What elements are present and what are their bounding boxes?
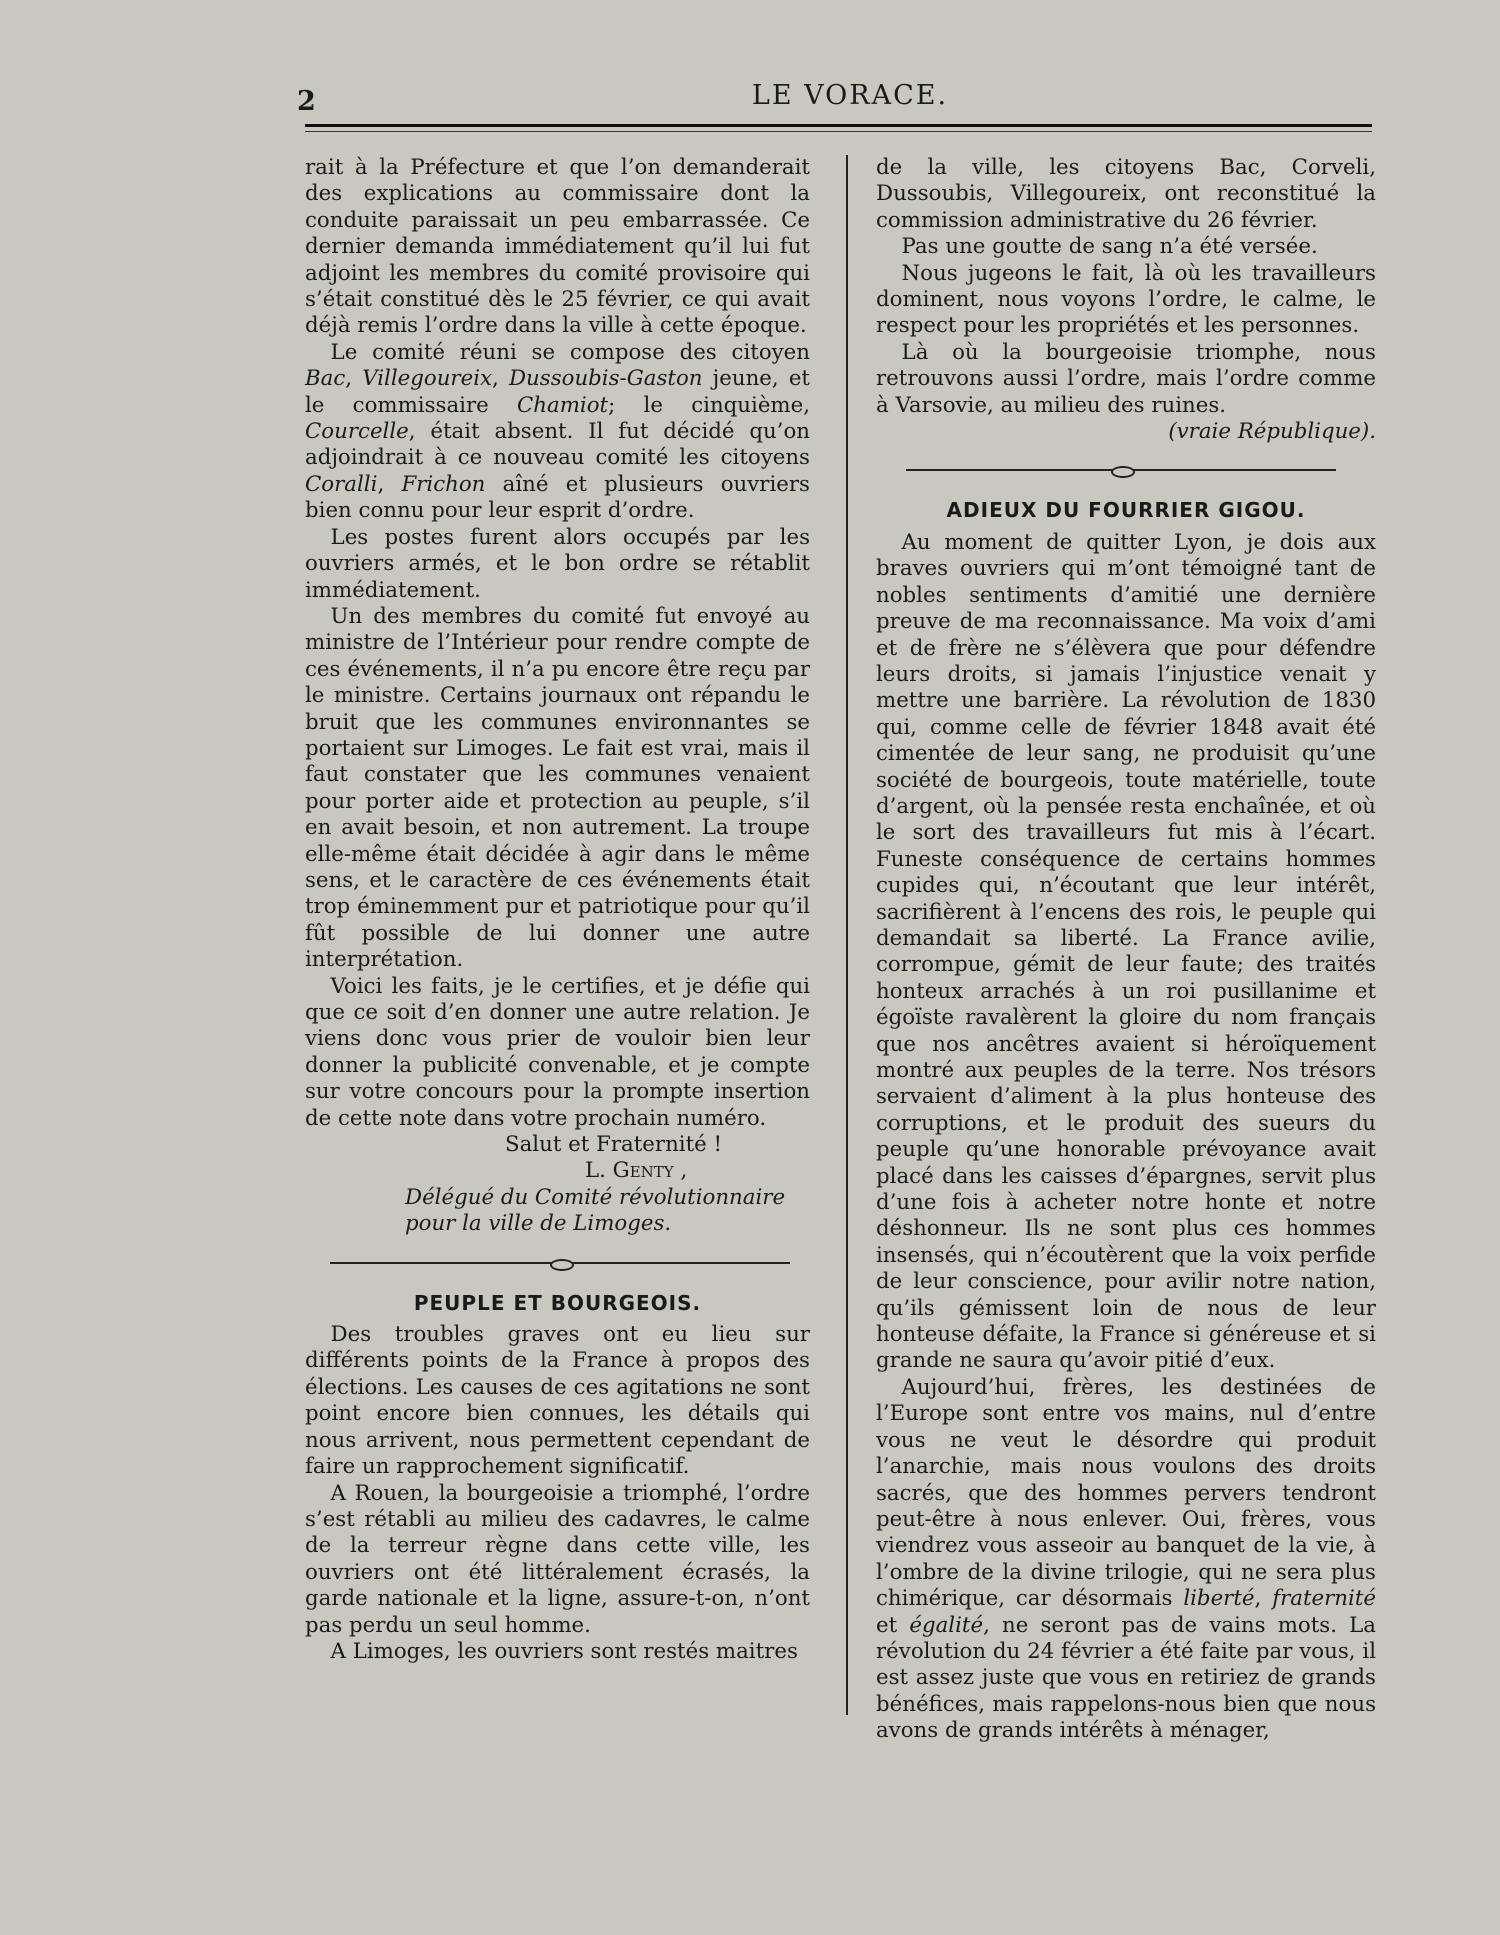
text-run: et [876,1612,910,1638]
name-coralli: Coralli [305,471,378,497]
left-column [305,155,810,1665]
section-separator [906,469,1336,471]
separator-ornament [1111,466,1135,478]
heading-peuple-et-bourgeois: PEUPLE ET BOURGEOIS. [413,1290,702,1315]
right-paragraph-2: Pas une goutte de sang n’a été versée. [901,234,1318,260]
right-paragraph-6 [876,1375,1376,1745]
header-rule [305,124,1372,127]
text-run: , [1254,1586,1273,1612]
name-courcelle: Courcelle [305,419,409,445]
right-paragraph-5: Au moment de quitter Lyon, je dois aux braves ouvriers qui m’ont témoigné tant de nobles sentiments d’amitié une dernière preuve de ma reconnaissance. Ma voix d’ami et de frère ne s’élèvera que pour défendre leurs droits, si jamais l’injustice venait y mettre une barrière. La révolution de 1830 qui, comme celle de février 1848 avait été cimentée de leur sang, ne produisit qu’une société de bourgeois, toute matérielle, toute d’argent, où la pensée resta enchaînée, et où le sort des travailleurs fut mis à l’écart. Funeste conséquence de certains hommes cupides qui, n’écoutant que leur intérêt, sacrifièrent à l’encens des rois, le peuple qui demandait sa liberté. La France avilie, corrompue, gémit de leur faute; des traités honteux arrachés à un roi pusillanime et égoïste ravalèrent la gloire du nom français que nos ancêtres avaient si héroïquement montré aux peuples de la terre. Nos trésors servaient d’aliment à la plus honteuse des corruptions, et le produit des sueurs du peuple qu’une honorable prévoyance avait placé dans les caisses d’épargnes, servit plus d’une fois à acheter notre honte et notre déshonneur. Ils ne sont plus ces hommes insensés, qui n’écoutèrent que la voix perfide de leur conscience, pour avilir notre nation, qu’ils gémissent loin de nous de leur honteuse défaite, la France si généreuse et si grande ne saura qu’avoir pitié d’eux. [876,529,1376,1374]
name-villegoureix: Villegoureix [362,366,493,392]
text-run: , [492,366,509,392]
right-paragraph-1: de la ville, les citoyens Bac, Corveli, Dussoubis, Villegoureix, ont reconstitué la commission administrative du 26 février. [876,155,1376,233]
signature-role-line-2: pour la ville de Limoges. [405,1211,672,1237]
page-number: 2 [297,86,316,117]
text-run: , était absent. Il fut décidé qu’on adjoindrait à ce nouveau comité les citoyens [305,419,810,471]
signature-name: L. Genty , [585,1158,688,1184]
text-run: Le comité réuni se compose des citoyen [330,339,810,365]
name-dussoubis: Dussoubis-Gaston [508,366,703,392]
right-paragraph-4: Là où la bourgeoisie triomphe, nous retrouvons aussi l’ordre, mais l’ordre comme à Varsovie, au milieu des ruines. [876,339,1376,418]
text-run: , [345,366,363,392]
word-liberte: liberté [1183,1586,1255,1612]
name-bac: Bac [305,366,346,392]
header-rule-thin [305,131,1372,132]
text-run: aîné et plusieurs ouvriers bien connu pour leur esprit d’ordre. [305,471,810,524]
source-attribution: (vraie République). [1168,419,1376,445]
heading-adieux-du-fourrier-gigou: ADIEUX DU FOURRIER GIGOU. [946,498,1306,523]
left-paragraph-8: A Limoges, les ouvriers sont restés maitres [330,1638,798,1664]
left-paragraph-1: rait à la Préfecture et que l’on demanderait des explications au commissaire dont la conduite paraissait un peu embarrassée. Ce dernier demanda immédiatement qu’il lui fut adjoint les membres du comité provisoire qui s’était constitué dès le 25 février, ce qui avait déjà remis l’ordre dans la ville à cette époque. [305,155,810,339]
left-paragraph-2 [305,340,810,525]
word-fraternite: fraternité [1272,1586,1376,1612]
right-paragraph-3: Nous jugeons le fait, là où les travailleurs dominent, nous voyons l’ordre, le calme, le respect pour les propriétés et les personnes. [876,260,1376,339]
left-paragraph-3: Les postes furent alors occupés par les ouvriers armés, et le bon ordre se rétablit immédiatement. [305,524,810,603]
separator-ornament [550,1259,574,1271]
left-paragraph-7: A Rouen, la bourgeoisie a triomphé, l’ordre s’est rétabli au milieu des cadavres, le calme de la terreur règne dans cette ville, les ouvriers ont été littéralement écrasés, la garde nationale et la ligne, assure-t-on, n’ont pas perdu un seul homme. [305,1480,810,1638]
text-run: , [377,471,402,497]
text-run: Aujourd’hui, frères, les destinées de l’Europe sont entre vos mains, nul d’entre vous ne veut le désordre qui produit l’anarchie, mais nous voulons des droits sacrés, que des hommes pervers tendront peut-être à nous enlever. Oui, frères, vous viendrez vous asseoir au banquet de la vie, à l’ombre de la divine trilogie, qui ne sera plus chimérique, car désormais [876,1374,1376,1612]
section-separator [330,1262,790,1264]
text-run: ; le cinquième, [608,392,810,418]
signature-role-line-1: Délégué du Comité révolutionnaire [405,1184,786,1210]
word-egalite: égalité [909,1612,984,1638]
text-run: , ne seront pas de vains mots. La révolution du 24 février a été faite par vous, il est assez juste que vous en retiriez de grands bénéfices, mais rappelons-nous bien que nous avons de grands intérêts à ménager, [876,1612,1376,1744]
masthead-title: LE VORACE. [751,80,949,111]
left-paragraph-4: Un des membres du comité fut envoyé au ministre de l’Intérieur pour rendre compte de ces événements, il n’a pu encore être reçu par le ministre. Certains journaux ont répandu le bruit que les communes environnantes se portaient sur Limoges. Le fait est vrai, mais il faut constater que les communes venaient pour porter aide et protection au peuple, s’il en avait besoin, et non autrement. La troupe elle-même était décidée à agir dans le même sens, et le caractère de ces événements était trop éminemment pur et patriotique pour qu’il fût possible de lui donner une autre interprétation. [305,603,810,973]
left-paragraph-5: Voici les faits, je le certifies, et je défie qui que ce soit d’en donner une autre relation. Je viens donc vous prier de vouloir bien leur donner la publicité convenable, et je compte sur votre concours pour la prompte insertion de cette note dans votre prochain numéro. [305,973,810,1131]
column-divider [846,155,848,1715]
name-chamiot: Chamiot [517,392,609,418]
signature-salut: Salut et Fraternité ! [505,1132,723,1158]
text-run: jeune, et le commissaire [305,366,810,418]
name-frichon: Frichon [401,471,486,497]
left-paragraph-6: Des troubles graves ont eu lieu sur différents points de la France à propos des élections. Les causes de ces agitations ne sont point encore bien connues, les détails qui nous arrivent, nous permettent cependant de faire un rapprochement significatif. [305,1322,810,1480]
right-column [876,155,1376,1745]
